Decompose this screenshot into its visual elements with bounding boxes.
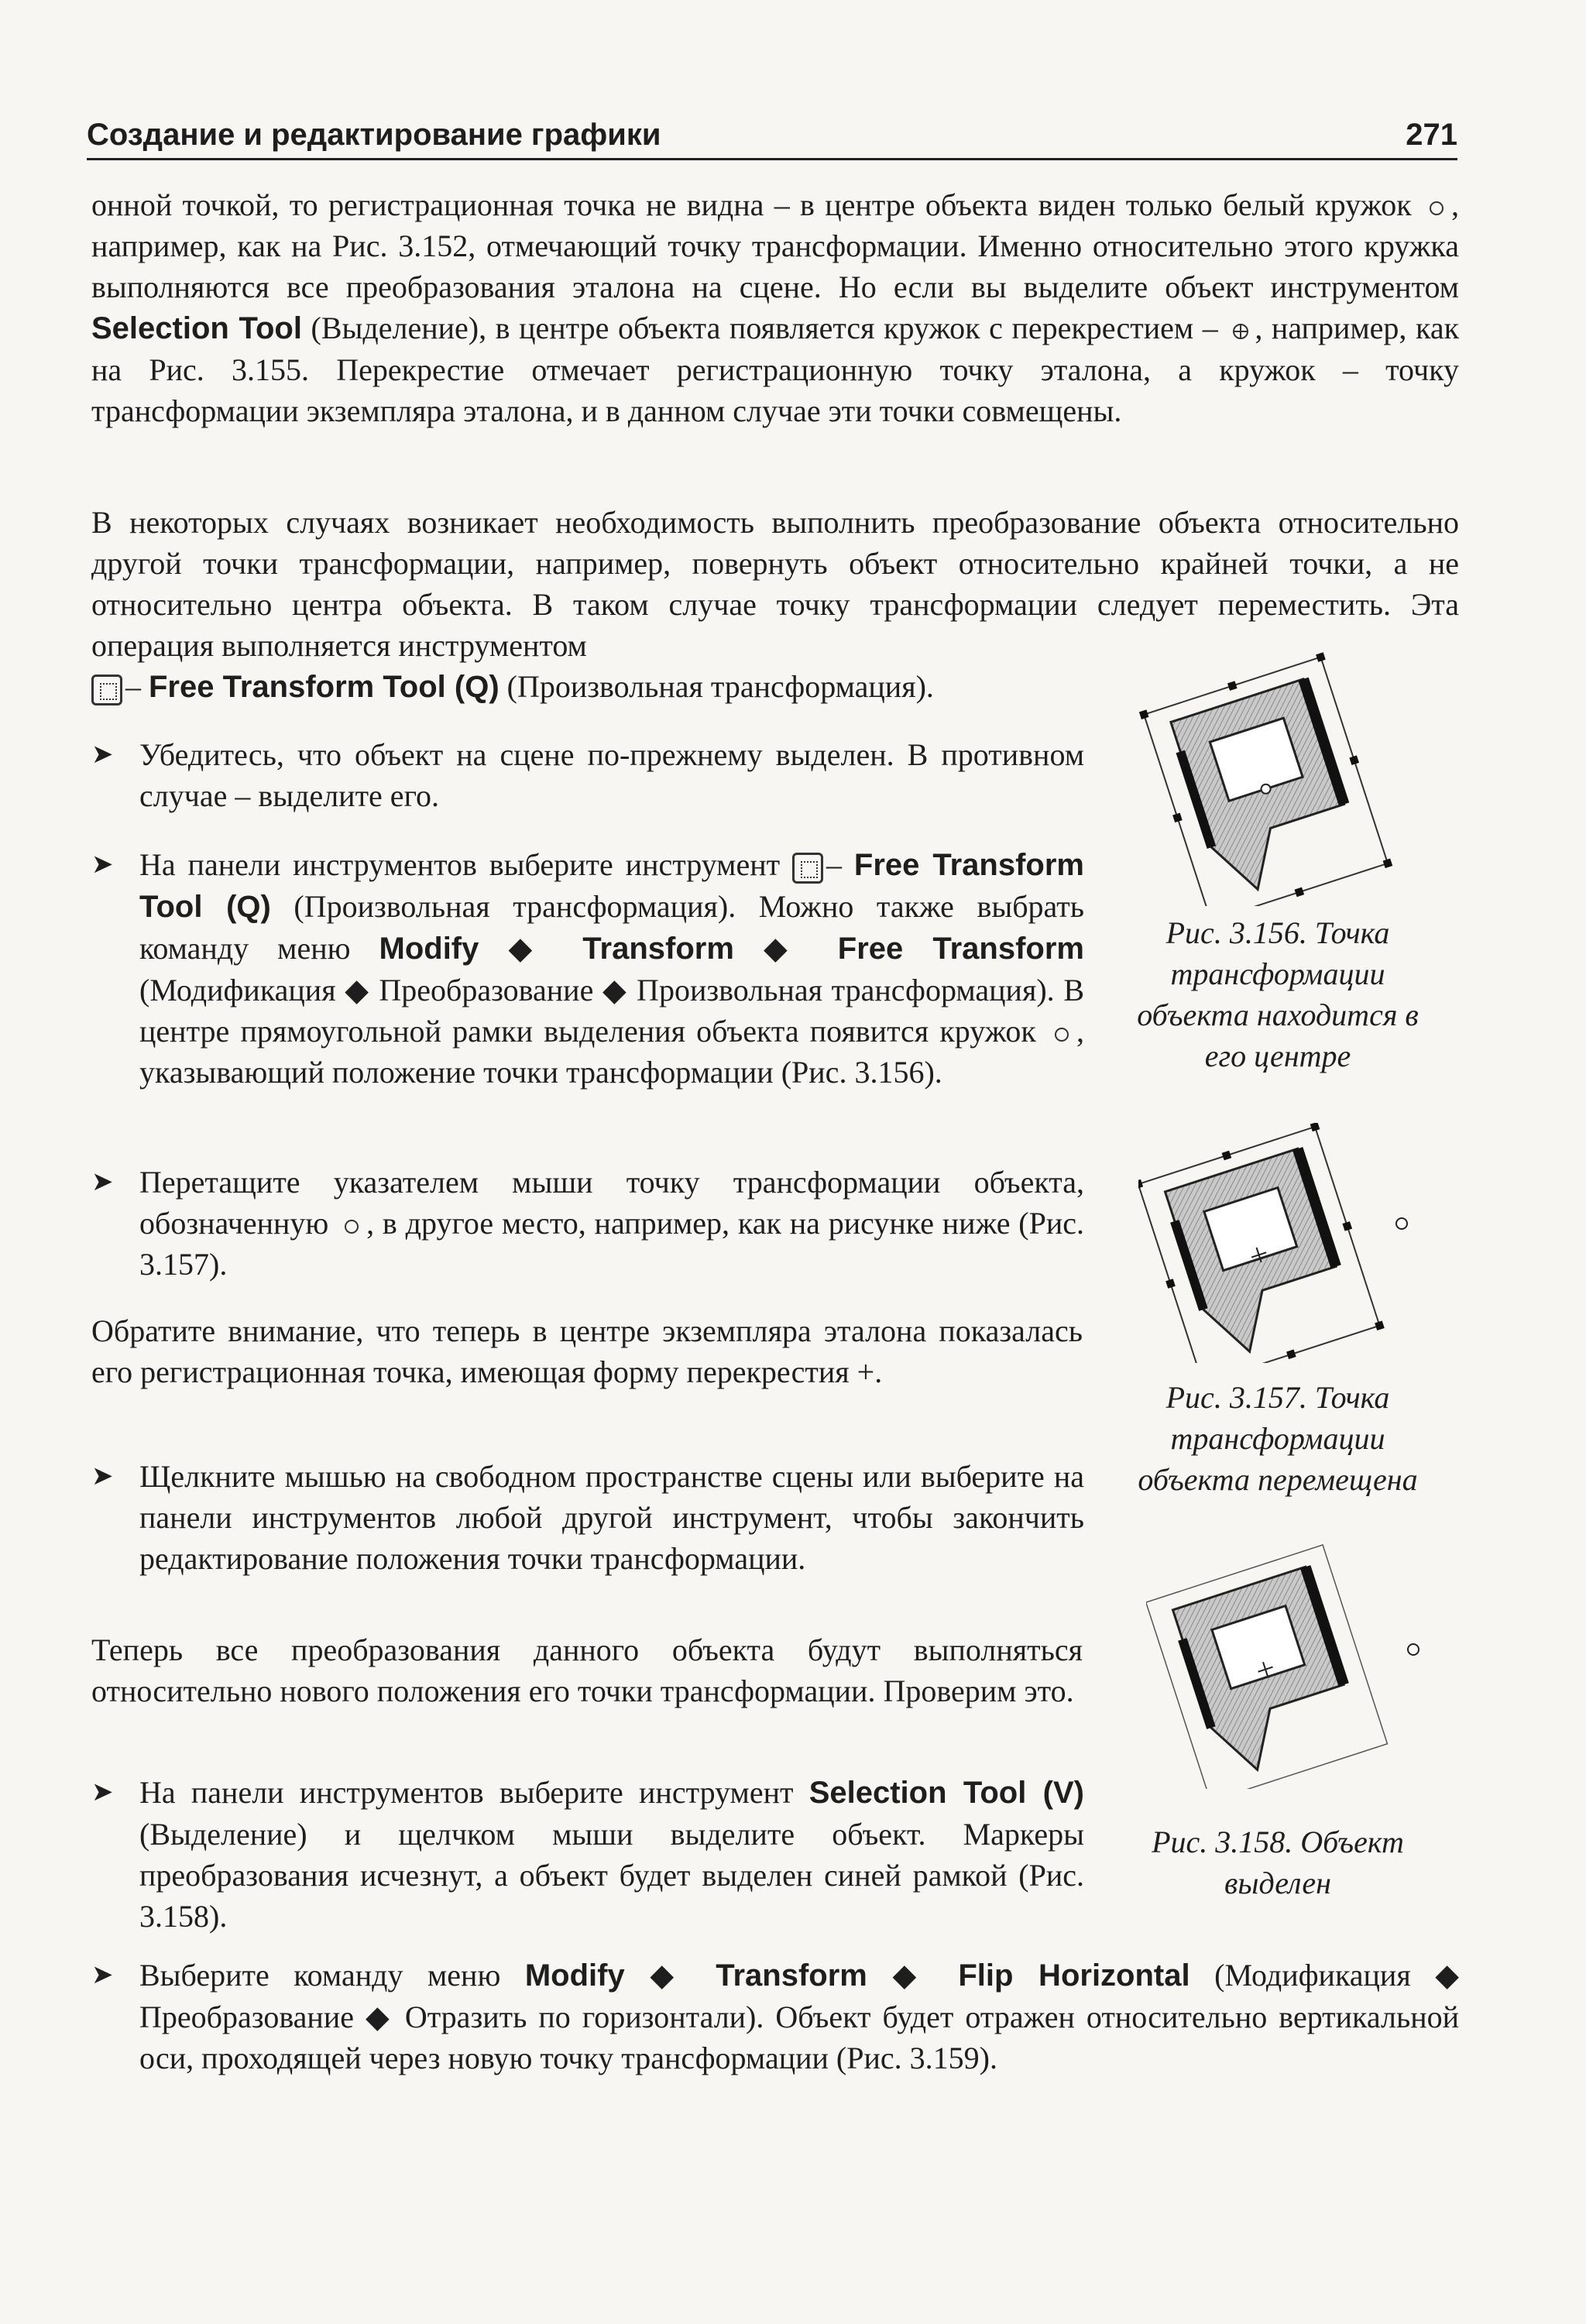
text-run: , например, как на Рис. 3.152, отмечающий точку трансформации. Именно относительно этого кружка выполняются все преобразования эталона на сцене. Но если вы выделите объект инструментом [91,187,1459,304]
dash: – [125,669,149,704]
menu-path: Modify ◆ Transform ◆ Flip Horizontal [524,1958,1190,1993]
text-run: На панели инструментов выберите инструмент [139,847,792,882]
figure-3-158 [1146,1541,1433,1789]
figure-caption: Рис. 3.158. Объект выделен [1152,1825,1404,1900]
running-head [87,116,1457,160]
bullet-5 [91,1772,1084,1937]
paragraph-4: Теперь все преобразования данного объекта будут выполняться относительно нового положения его точки трансформации. Проверим это. [91,1632,1083,1708]
text-run: (Модификация ◆ Преобразование ◆ Произвольная трансформация). В центре прямоугольной рамки выделения объекта появится кружок [139,973,1084,1049]
bullet-arrow-icon: ➤ [91,739,114,770]
text-run: Перетащите указателем мыши точку трансформации объекта, обозначенную [139,1165,1084,1241]
text-run: Выберите команду меню [139,1958,525,1993]
registration-point-icon [1233,324,1248,339]
text-run: (Произвольная трансформация). [499,669,934,704]
tool-name: Free Transform Tool (Q) [149,670,499,704]
page-number: 271 [1406,118,1457,152]
bullet-3 [91,1162,1084,1285]
text-run: (Выделение) и щелчком мыши выделите объект. Маркеры преобразования исчезнут, а объект будет выделен синей рамкой (Рис. 3.158). [139,1817,1084,1934]
bullet-arrow-icon: ➤ [91,1166,114,1197]
tool-name: Free Transform Tool (Q) [139,848,1084,924]
bullet-arrow-icon: ➤ [91,1776,114,1807]
free-transform-tool-icon [792,853,823,884]
text-run: онной точкой, то регистрационная точка не видна – в центре объекта виден только белый кружок [91,187,1422,222]
menu-path: Modify ◆ Transform ◆ Free Transform [379,932,1084,966]
figure-caption: Рис. 3.157. Точка трансформации объекта перемещена [1138,1380,1418,1497]
bullet-text [139,1772,1084,1937]
bullet-text [139,844,1084,1093]
figure-3-157 [1138,1123,1433,1363]
tool-name: Selection Tool [91,311,302,345]
paragraph-2-tool-line [91,666,1083,708]
bullet-6 [91,1955,1459,2079]
text-run: , например, как на Рис. 3.155. Перекрестие отмечает регистрационную точку эталона, а кружок – точку трансформации экземпляра эталона, и в данном случае эти точки совмещены. [91,311,1460,428]
bullet-4 [91,1456,1084,1579]
figure-3-156 [1138,643,1433,906]
transform-point-icon [1430,201,1444,215]
tool-name: Selection Tool (V) [808,1776,1084,1810]
bullet-text [139,1162,1084,1285]
text-run: На панели инструментов выберите инструмент [139,1775,809,1810]
figure-caption: Рис. 3.156. Точка трансформации объекта находится в его центре [1137,915,1419,1073]
bullet-text [139,1955,1459,2079]
text-run: (Выделение), в центре объекта появляется кружок с перекрестием – [301,311,1227,345]
chapter-title: Создание и редактирование графики [87,118,661,152]
text-run: (Произвольная трансформация). Можно также выбрать команду меню [139,889,1085,966]
bullet-2 [91,844,1084,1093]
paragraph-1 [91,184,1459,431]
transform-point-icon [1055,1028,1069,1042]
text-run: (Модификация ◆ Преобразование ◆ Отразить по горизонтали). Объект будет отражен относительно вертикальной оси, проходящей через новую точку трансформации (Рис. 3.159). [139,1958,1459,2075]
transform-point-icon [345,1220,359,1234]
bullet-arrow-icon: ➤ [91,1959,114,1990]
text-run: В некоторых случаях возникает необходимость выполнить преобразование объекта относительно другой точки трансформации, например, повернуть объект относительно крайней точки, а не относительно центра объекта. В таком случае точку трансформации следует переместить. Эта операция выполняется инструментом [91,505,1459,663]
bullet-arrow-icon: ➤ [91,849,114,880]
dash: – [826,847,854,882]
text-run: , в другое место, например, как на рисунке ниже (Рис. 3.157). [139,1206,1085,1282]
bullet-text: Убедитесь, что объект на сцене по-прежнему выделен. В противном случае – выделите его. [139,737,1084,813]
paragraph-3: Обратите внимание, что теперь в центре экземпляра эталона показалась его регистрационная точка, имеющая форму перекрестия +. [91,1313,1083,1389]
bullet-arrow-icon: ➤ [91,1461,114,1492]
bullet-text: Щелкните мышью на свободном пространстве сцены или выберите на панели инструментов любой другой инструмент, чтобы закончить редактирование положения точки трансформации. [139,1459,1084,1576]
free-transform-tool-icon [91,675,122,705]
text-run: , указывающий положение точки трансформации (Рис. 3.156). [139,1014,1084,1090]
paragraph-2 [91,502,1459,666]
bullet-1 [91,734,1084,816]
